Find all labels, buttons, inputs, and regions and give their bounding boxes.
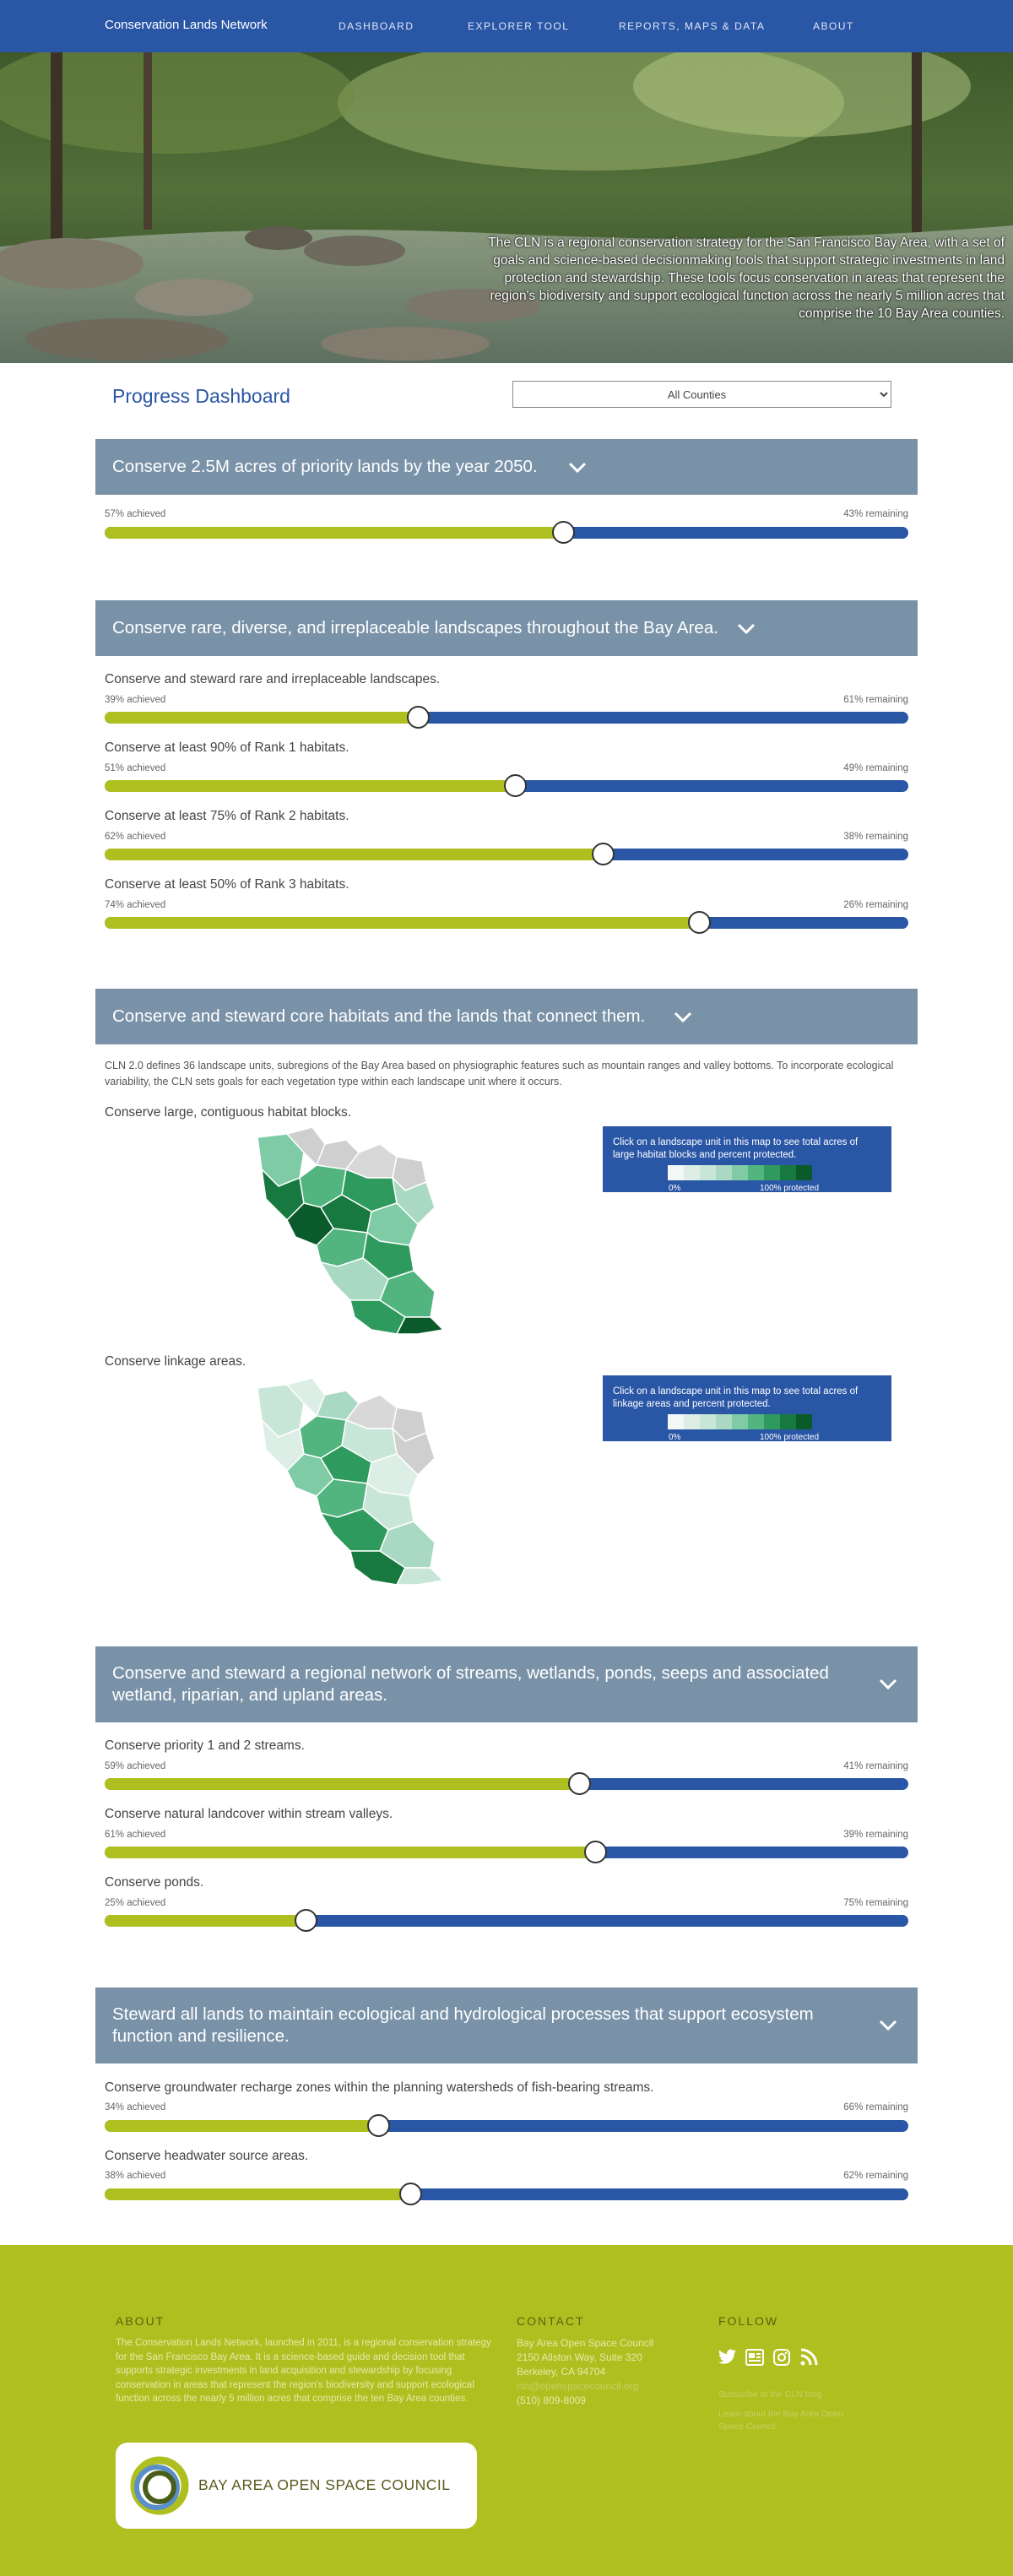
achieved-label: 62% achieved — [105, 832, 166, 842]
goal-title: Conserve 2.5M acres of priority lands by the year 2050. — [112, 457, 538, 476]
goal-header-3[interactable] — [95, 989, 918, 1044]
chevron-down-icon[interactable] — [737, 623, 756, 635]
goal-header-5[interactable] — [95, 1988, 918, 2064]
contact-org: Bay Area Open Space Council — [517, 2337, 654, 2349]
chevron-down-icon[interactable] — [568, 462, 587, 474]
goal-description: CLN 2.0 defines 36 landscape units, subregions of the Bay Area based on physiographic features such as mountain ranges and valley bottoms. To incorporate ecological variability, the CLN sets goals for each vegetation type within each landscape unit where it occurs. — [105, 1060, 894, 1087]
footer-about-text: The Conservation Lands Network, launched in 2011, is a regional conservation strategy for the San Francisco Bay Area. It is a science-based guide and decision tool that supports strategic investments in land acquisition and stewardship by focusing conservation in areas that represent the region's biodiversity and support ecological function across the nearly 5 million acres that comprise the ten Bay Area counties. — [116, 2338, 491, 2404]
achieved-label: 34% achieved — [105, 2102, 166, 2112]
progress-bar — [105, 780, 908, 792]
remaining-label: 66% remaining — [843, 2102, 908, 2112]
progress-bar — [105, 527, 908, 539]
achieved-label: 59% achieved — [105, 1761, 166, 1771]
goal-header-2[interactable] — [95, 600, 918, 656]
subscribe-blog-link[interactable]: Subscribe to the CLN blog — [718, 2389, 822, 2400]
council-logo-mark — [129, 2455, 190, 2516]
progress-handle[interactable] — [688, 911, 711, 934]
progress-handle[interactable] — [584, 1841, 607, 1863]
progress-handle[interactable] — [399, 2183, 422, 2205]
county-select[interactable] — [512, 381, 891, 408]
progress-fill — [105, 712, 418, 724]
progress-fill — [105, 1847, 595, 1858]
map-info-box — [603, 1126, 891, 1192]
remaining-label: 49% remaining — [843, 763, 908, 773]
progress-bar — [105, 1915, 908, 1927]
chevron-down-icon[interactable] — [879, 2020, 897, 2031]
instagram-icon[interactable] — [772, 2348, 791, 2367]
map-label: Conserve large, contiguous habitat blocks. — [105, 1105, 352, 1120]
map-info-text: Click on a landscape unit in this map to see total acres of linkage areas and percent protected. — [613, 1386, 859, 1409]
achieved-label: 57% achieved — [105, 509, 166, 519]
achieved-label: 25% achieved — [105, 1898, 166, 1908]
achieved-label: 74% achieved — [105, 900, 166, 910]
progress-bar — [105, 917, 908, 929]
habitat-blocks-map[interactable] — [253, 1127, 456, 1334]
progress-fill — [105, 849, 603, 860]
objective-label: Conserve at least 90% of Rank 1 habitats. — [105, 740, 349, 755]
goal-title: Steward all lands to maintain ecological and hydrological processes that support ecosystem function and resilience. — [112, 2004, 814, 2046]
remaining-label: 41% remaining — [843, 1761, 908, 1771]
top-navbar — [0, 0, 1013, 52]
progress-fill — [105, 780, 515, 792]
objective-label: Conserve groundwater recharge zones within the planning watersheds of fish-bearing streams. — [105, 2080, 654, 2095]
progress-handle[interactable] — [568, 1772, 591, 1795]
progress-fill — [105, 917, 699, 929]
goal-header-1[interactable] — [95, 439, 918, 495]
learn-about-council-link[interactable]: Learn about the Bay Area Open Space Council — [718, 2409, 843, 2432]
hero-banner — [0, 52, 1013, 363]
progress-bar — [105, 2120, 908, 2132]
progress-bar — [105, 1778, 908, 1790]
map-legend — [668, 1414, 812, 1429]
remaining-label: 38% remaining — [843, 832, 908, 842]
contact-street: 2150 Allston Way, Suite 320 — [517, 2351, 642, 2363]
map-legend — [668, 1165, 812, 1180]
nav-link-dashboard[interactable]: DASHBOARD — [339, 20, 414, 32]
contact-email-link[interactable]: cln@openspacecouncil.org — [517, 2380, 639, 2392]
achieved-label: 51% achieved — [105, 763, 166, 773]
achieved-label: 38% achieved — [105, 2171, 166, 2181]
legend-min-label: 0% — [669, 1184, 681, 1193]
legend-min-label: 0% — [669, 1433, 681, 1442]
objective-label: Conserve headwater source areas. — [105, 2149, 309, 2163]
hero-description: The CLN is a regional conservation strategy for the San Francisco Bay Area, with a set of goals and science-based decisionmaking tools that support strategic investments in land protection and stewardship. These tools focus conservation in areas that represent the region's biodiversity and support ecological function across the nearly 5 million acres that comprise the 10 Bay Area counties. — [488, 236, 1005, 321]
legend-max-label: 100% protected — [760, 1184, 820, 1193]
legend-max-label: 100% protected — [760, 1433, 820, 1442]
rss-icon[interactable] — [799, 2348, 818, 2367]
remaining-label: 26% remaining — [843, 900, 908, 910]
nav-link-reports-maps-data[interactable]: REPORTS, MAPS & DATA — [619, 20, 766, 32]
map-info-text: Click on a landscape unit in this map to see total acres of large habitat blocks and percent protected. — [613, 1137, 859, 1160]
progress-bar — [105, 712, 908, 724]
remaining-label: 75% remaining — [843, 1898, 908, 1908]
remaining-label: 62% remaining — [843, 2171, 908, 2181]
map-info-box — [603, 1375, 891, 1441]
progress-fill — [105, 2188, 410, 2200]
progress-handle[interactable] — [295, 1909, 317, 1932]
objective-label: Conserve at least 75% of Rank 2 habitats. — [105, 809, 349, 823]
progress-bar — [105, 1847, 908, 1858]
progress-fill — [105, 1778, 579, 1790]
chevron-down-icon[interactable] — [879, 1678, 897, 1690]
contact-phone: (510) 809-8009 — [517, 2394, 587, 2406]
goal-header-4[interactable] — [95, 1646, 918, 1722]
council-logo-text: BAY AREA OPEN SPACE COUNCIL — [198, 2476, 451, 2493]
site-brand[interactable]: Conservation Lands Network — [105, 18, 268, 32]
progress-fill — [105, 2120, 378, 2132]
footer-contact-heading: CONTACT — [517, 2314, 585, 2328]
progress-handle[interactable] — [407, 706, 430, 729]
objective-label: Conserve priority 1 and 2 streams. — [105, 1738, 305, 1753]
remaining-label: 61% remaining — [843, 695, 908, 705]
linkage-areas-map[interactable] — [253, 1378, 456, 1585]
footer-about-heading: ABOUT — [116, 2314, 165, 2328]
progress-handle[interactable] — [367, 2114, 390, 2137]
footer-follow-heading: FOLLOW — [718, 2314, 779, 2328]
twitter-icon[interactable] — [718, 2349, 737, 2366]
newspaper-icon[interactable] — [745, 2348, 764, 2367]
progress-handle[interactable] — [592, 843, 615, 865]
page-title: Progress Dashboard — [112, 385, 290, 407]
objective-label: Conserve ponds. — [105, 1875, 204, 1890]
goal-title: Conserve rare, diverse, and irreplaceable landscapes throughout the Bay Area. — [112, 618, 718, 637]
remaining-label: 39% remaining — [843, 1830, 908, 1840]
objective-label: Conserve at least 50% of Rank 3 habitats. — [105, 877, 349, 892]
objective-label: Conserve and steward rare and irreplaceable landscapes. — [105, 672, 441, 686]
achieved-label: 39% achieved — [105, 695, 166, 705]
progress-handle[interactable] — [552, 521, 575, 544]
progress-bar — [105, 849, 908, 860]
achieved-label: 61% achieved — [105, 1830, 166, 1840]
progress-handle[interactable] — [504, 774, 527, 797]
goal-title: Conserve and steward a regional network of streams, wetlands, ponds, seeps and associated wetland, riparian, and upland areas. — [112, 1663, 829, 1705]
progress-fill — [105, 527, 563, 539]
map-label: Conserve linkage areas. — [105, 1354, 246, 1369]
chevron-down-icon[interactable] — [674, 1011, 692, 1023]
progress-bar — [105, 2188, 908, 2200]
nav-link-about[interactable]: ABOUT — [813, 20, 854, 32]
contact-city: Berkeley, CA 94704 — [517, 2366, 606, 2378]
nav-link-explorer-tool[interactable]: EXPLORER TOOL — [468, 20, 570, 32]
council-logo[interactable] — [116, 2443, 477, 2529]
objective-label: Conserve natural landcover within stream valleys. — [105, 1807, 393, 1821]
goal-title: Conserve and steward core habitats and the lands that connect them. — [112, 1006, 646, 1026]
progress-fill — [105, 1915, 306, 1927]
remaining-label: 43% remaining — [843, 509, 908, 519]
